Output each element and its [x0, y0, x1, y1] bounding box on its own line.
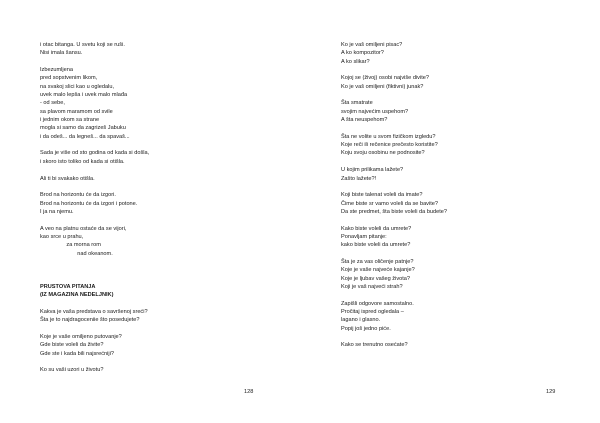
text-line: Da ste predmet, šta biste voleli da budete?: [341, 208, 448, 215]
paragraph-gap: [40, 216, 240, 224]
text-line: Koju svoju osobinu ne podnosite?: [341, 150, 425, 157]
text-line: Koje je vaše najveće kajanje?: [341, 267, 415, 274]
text-line: kako biste voleli da umrete?: [341, 242, 411, 249]
paragraph: [40, 308, 240, 325]
text-line: I ja na njemu.: [40, 208, 74, 215]
text-line: Šta je za vas oličenje patnje?: [341, 258, 414, 265]
text-line: Gde ste i kada bili najsrećniji?: [40, 350, 114, 357]
paragraph: [341, 74, 541, 91]
text-line: Koje je vaše omiljeno putovanje?: [40, 334, 122, 341]
text-line: Sada je više od sto godina od kada si došla,: [40, 150, 150, 157]
paragraph-gap: [341, 333, 541, 341]
text-line: Koje reči ili rečenice prečesto koristite?: [341, 142, 438, 149]
left-page-number: 128: [244, 389, 254, 395]
right-page-text: [341, 41, 541, 350]
paragraph-gap: [40, 58, 240, 66]
text-line: i jednim okom sa strane: [40, 117, 100, 124]
text-line: Koje je ljubav vašeg života?: [341, 275, 411, 282]
paragraph: [341, 99, 541, 124]
text-line: svojim najvećim uspehom?: [341, 108, 409, 115]
paragraph-gap: [40, 325, 240, 333]
text-line: A ko kompozitor?: [341, 50, 384, 57]
text-line: Zašto lažete?!: [341, 175, 377, 182]
text-line: Koji biste talenat voleli da imate?: [341, 192, 423, 199]
paragraph-gap: [40, 141, 240, 149]
paragraph: [40, 191, 240, 216]
text-line: Kako se trenutno osećate?: [341, 342, 408, 349]
text-line: sa plavom maramom od svile: [40, 108, 113, 115]
paragraph-gap: [40, 166, 240, 174]
paragraph: [341, 41, 541, 66]
paragraph-gap: [40, 258, 240, 266]
paragraph-gap: [341, 91, 541, 99]
paragraph-gap: [341, 158, 541, 166]
text-line: [40, 266, 240, 274]
text-line: Ko je vaš omiljeni (fiktivni) junak?: [341, 83, 424, 90]
paragraph: [40, 41, 240, 58]
text-line: na svakoj slici kao u ogledalu,: [40, 83, 115, 90]
paragraph: [341, 133, 541, 158]
text-line: Nisi imala šansu.: [40, 50, 83, 57]
paragraph: [40, 333, 240, 358]
text-line: Šta smatrate: [341, 100, 373, 107]
text-line: Gde biste voleli da živite?: [40, 342, 104, 349]
text-line: Kojoj se (živoj) osobi najviše divite?: [341, 75, 429, 82]
text-line: Brod na horizontu će da izgori i potone.: [40, 200, 138, 207]
paragraph-gap: [341, 216, 541, 224]
paragraph: [40, 149, 240, 166]
paragraph-gap: [40, 183, 240, 191]
text-line: i otac bitanga. U svetu koji se ruši.: [40, 42, 125, 48]
paragraph: [341, 191, 541, 216]
text-line: PRUSTOVA PITANJA: [40, 283, 96, 290]
text-line: U kojim prilikama lažete?: [341, 167, 404, 174]
paragraph: [341, 300, 541, 333]
text-line: Ko je vaš omiljeni pisac?: [341, 42, 403, 48]
paragraph: [40, 175, 240, 183]
text-line: Kako biste voleli da umrete?: [341, 225, 412, 232]
text-line: Izbezumljena: [40, 67, 73, 74]
section-heading: [40, 283, 240, 300]
text-line: Popij još jedno piće.: [341, 325, 391, 332]
text-line: Šta je to najdragoceniie što posedujete?: [40, 317, 140, 324]
text-line: A veo na platnu ostaće da se vijori,: [40, 225, 127, 232]
text-line: A šta neuspehom?: [341, 117, 388, 124]
paragraph: [40, 266, 240, 274]
text-line: (IZ MAGAZINA NEDELJNIK): [40, 292, 114, 299]
paragraph-gap: [40, 300, 240, 308]
text-line: pred sopstvenim likom,: [40, 75, 98, 82]
text-line: Čime biste sr vamo voleli da se bavite?: [341, 200, 439, 207]
paragraph-gap: [341, 183, 541, 191]
text-line: Ali ti bi svakako otišla.: [40, 175, 95, 182]
text-line: Ponavljam pitanje:: [341, 233, 387, 240]
text-line: i skoro isto toliko od kada si otišla.: [40, 158, 125, 165]
text-line: Ko su vaši uzori u životu?: [40, 367, 104, 374]
text-line: lagano i glasno.: [341, 317, 381, 324]
paragraph: [341, 258, 541, 291]
paragraph-gap: [341, 66, 541, 74]
right-page: [300, 0, 600, 423]
text-line: Brod na horizontu će da izgori.: [40, 192, 116, 199]
paragraph-gap: [341, 250, 541, 258]
text-line: - od sebe,: [40, 100, 65, 107]
text-line: Zapišli odgovore samostalno.: [341, 300, 414, 307]
paragraph-gap: [40, 358, 240, 366]
text-line: kao srce u prahu,: [40, 233, 84, 240]
text-line: mogla si samo da zagrizeš Jabuku: [40, 125, 126, 132]
paragraph-gap: [40, 275, 240, 283]
paragraph: [341, 166, 541, 183]
right-page-number: 129: [546, 389, 556, 395]
paragraph: [341, 225, 541, 250]
text-line: Šta ne volite u svom fizičkom izgledu?: [341, 133, 436, 140]
text-line: Kakva je vaša predstava o savršenoj sreći?: [40, 309, 148, 315]
text-line: A ko slikar?: [341, 58, 370, 65]
left-page-text: [40, 41, 240, 375]
paragraph: [40, 366, 240, 374]
paragraph-gap: [341, 291, 541, 299]
text-line: za morna rom: [40, 242, 101, 249]
paragraph: [341, 341, 541, 349]
text-line: i da odeš... da legneš... da spavaš...: [40, 133, 130, 140]
paragraph: [40, 225, 240, 258]
text-line: nad okeanom.: [40, 250, 113, 257]
paragraph: [40, 66, 240, 141]
text-line: Koji je vaš najveći strah?: [341, 283, 403, 290]
text-line: Pročitaj ispred ogledala –: [341, 309, 404, 315]
text-line: uvek malo lepša i uvek malo mlađa: [40, 92, 128, 99]
paragraph-gap: [341, 124, 541, 132]
